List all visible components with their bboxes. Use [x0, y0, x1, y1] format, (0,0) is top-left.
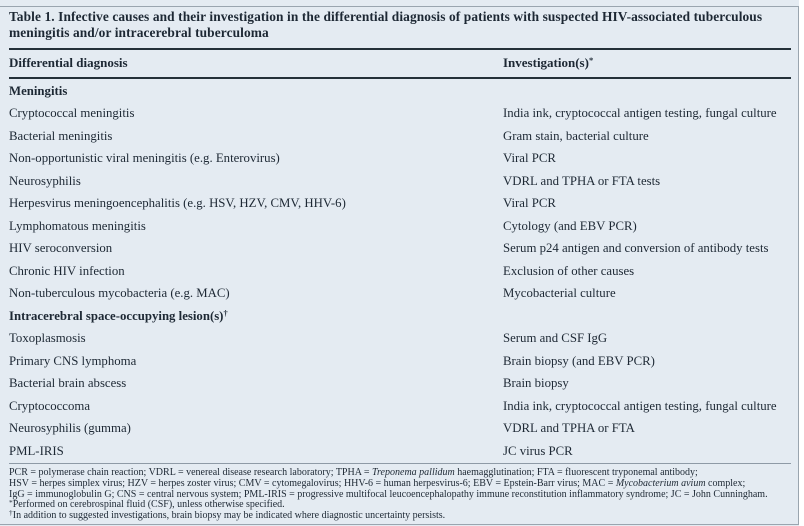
diagnosis-cell	[9, 376, 503, 391]
footnote-note-text: Performed on cerebrospinal fluid (CSF), unless otherwise specified.	[12, 499, 285, 511]
section-sup: †	[223, 307, 228, 318]
diagnosis-cell	[9, 196, 503, 211]
table-row	[9, 395, 791, 418]
frame-bottom-hairline	[0, 524, 798, 525]
table-row	[9, 170, 791, 193]
diagnosis-cell	[9, 399, 503, 414]
frame-right-hairline	[798, 6, 799, 525]
investigation-cell: Cytology (and EBV PCR)	[503, 218, 637, 233]
table-header	[9, 50, 791, 77]
diagnosis-text: Meningitis	[9, 83, 68, 98]
investigation-cell: Mycobacterial culture	[503, 286, 616, 301]
diagnosis-text: Herpesvirus meningoencephalitis (e.g. HSV, HZV, CMV, HHV-6)	[9, 196, 346, 211]
diagnosis-cell	[9, 129, 503, 144]
investigation-cell: Gram stain, bacterial culture	[503, 128, 649, 143]
investigation-cell: Brain biopsy	[503, 376, 569, 391]
footnote-notes	[9, 497, 791, 521]
diagnosis-cell	[9, 421, 503, 436]
diagnosis-cell	[9, 241, 503, 256]
table-row	[9, 440, 791, 463]
diagnosis-cell	[9, 309, 503, 324]
investigation-cell: India ink, cryptococcal antigen testing, fungal culture	[503, 106, 777, 121]
diagnosis-text: Bacterial meningitis	[9, 128, 113, 143]
investigation-cell: Viral PCR	[503, 151, 556, 166]
table-row	[9, 350, 791, 373]
diagnosis-cell	[9, 331, 503, 346]
diagnosis-cell	[9, 106, 503, 121]
table-row	[9, 327, 791, 350]
column-header-investigation	[503, 55, 791, 71]
diagnosis-text: Toxoplasmosis	[9, 331, 86, 346]
footnotes	[9, 464, 791, 521]
investigation-cell: Exclusion of other causes	[503, 263, 635, 278]
table-row	[9, 417, 791, 440]
footnote-note-sup: †	[9, 508, 13, 518]
table-row	[9, 282, 791, 305]
diagnosis-text: Cryptococcal meningitis	[9, 106, 135, 121]
table-row	[9, 215, 791, 238]
footnote-text: complex;	[705, 477, 746, 489]
diagnosis-text: Lymphomatous meningitis	[9, 218, 146, 233]
investigation-cell: JC virus PCR	[503, 443, 573, 458]
diagnosis-cell	[9, 84, 503, 99]
frame-right-margin	[799, 0, 804, 526]
column-header-investigation-sup: *	[588, 54, 594, 65]
diagnosis-cell	[9, 151, 503, 166]
footnote-text: haemagglutination; FTA = fluorescent tryponemal antibody;	[454, 467, 698, 479]
diagnosis-cell	[9, 219, 503, 234]
table-row	[9, 147, 791, 170]
table-row	[9, 192, 791, 215]
footnote-text: PCR = polymerase chain reaction; VDRL = venereal disease research laboratory; TPHA =	[9, 467, 373, 479]
diagnosis-cell	[9, 286, 503, 301]
diagnosis-cell	[9, 174, 503, 189]
diagnosis-cell	[9, 264, 503, 279]
investigation-cell: Serum p24 antigen and conversion of antibody tests	[503, 241, 769, 256]
footnote-text: HSV = herpes simplex virus; HZV = herpes zoster virus; CMV = cytomegalovirus; HHV-6 = human herpesvirus-6; EBV = Epstein-Barr virus; MAC =	[9, 477, 616, 489]
footnote-note-line	[9, 508, 791, 522]
footnote-abbreviations	[9, 468, 791, 500]
diagnosis-text: Chronic HIV infection	[9, 263, 125, 278]
column-header-diagnosis-label: Differential diagnosis	[9, 54, 128, 70]
diagnosis-cell	[9, 444, 503, 459]
diagnosis-text: Bacterial brain abscess	[9, 376, 127, 391]
table-title: Table 1. Infective causes and their investigation in the differential diagnosis of patients with suspected HIV-associated tuberculous meningitis and/or intracerebral tuberculoma	[9, 9, 763, 41]
diagnosis-text: Intracerebral space-occupying lesion(s)	[9, 308, 224, 323]
diagnosis-text: Neurosyphilis	[9, 173, 81, 188]
investigation-cell: Brain biopsy (and EBV PCR)	[503, 353, 655, 368]
table-rows	[9, 79, 791, 463]
footnote-note-text: In addition to suggested investigations, brain biopsy may be indicated where diagnostic uncertainty persists.	[12, 509, 446, 521]
investigation-cell: Serum and CSF IgG	[503, 331, 608, 346]
table-row	[9, 260, 791, 283]
diagnosis-text: HIV seroconversion	[9, 241, 113, 256]
diagnosis-text: Non-opportunistic viral meningitis (e.g. Enterovirus)	[9, 151, 280, 166]
diagnosis-text: Neurosyphilis (gumma)	[9, 421, 131, 436]
diagnosis-text: Cryptococcoma	[9, 398, 91, 413]
frame-top-hairline	[0, 6, 798, 7]
table-row	[9, 102, 791, 125]
footnote-note-sup: *	[9, 497, 13, 507]
investigation-cell: VDRL and TPHA or FTA	[503, 421, 635, 436]
diagnosis-cell	[9, 354, 503, 369]
diagnosis-text: Primary CNS lymphoma	[9, 353, 137, 368]
diagnosis-text: PML-IRIS	[9, 443, 64, 458]
investigation-cell: India ink, cryptococcal antigen testing, fungal culture	[503, 398, 777, 413]
table-row	[9, 372, 791, 395]
investigation-cell: VDRL and TPHA or FTA tests	[503, 173, 661, 188]
table-row	[9, 237, 791, 260]
diagnosis-text: Non-tuberculous mycobacteria (e.g. MAC)	[9, 286, 230, 301]
column-header-diagnosis	[9, 55, 503, 71]
table-panel	[9, 9, 791, 521]
footnote-italic-text: Treponema pallidum	[372, 467, 455, 479]
column-header-investigation-label: Investigation(s)	[503, 54, 589, 70]
footnote-text: IgG = immunoglobulin G; CNS = central nervous system; PML-IRIS = progressive multifocal leucoencephalopathy immune reconstitution inflammatory syndrome; JC = John Cunningham.	[9, 488, 768, 500]
footnote-italic-text: Mycobacterium avium	[615, 477, 706, 489]
table-row	[9, 305, 791, 328]
table-row	[9, 80, 791, 103]
table-row	[9, 125, 791, 148]
investigation-cell: Viral PCR	[503, 196, 556, 211]
